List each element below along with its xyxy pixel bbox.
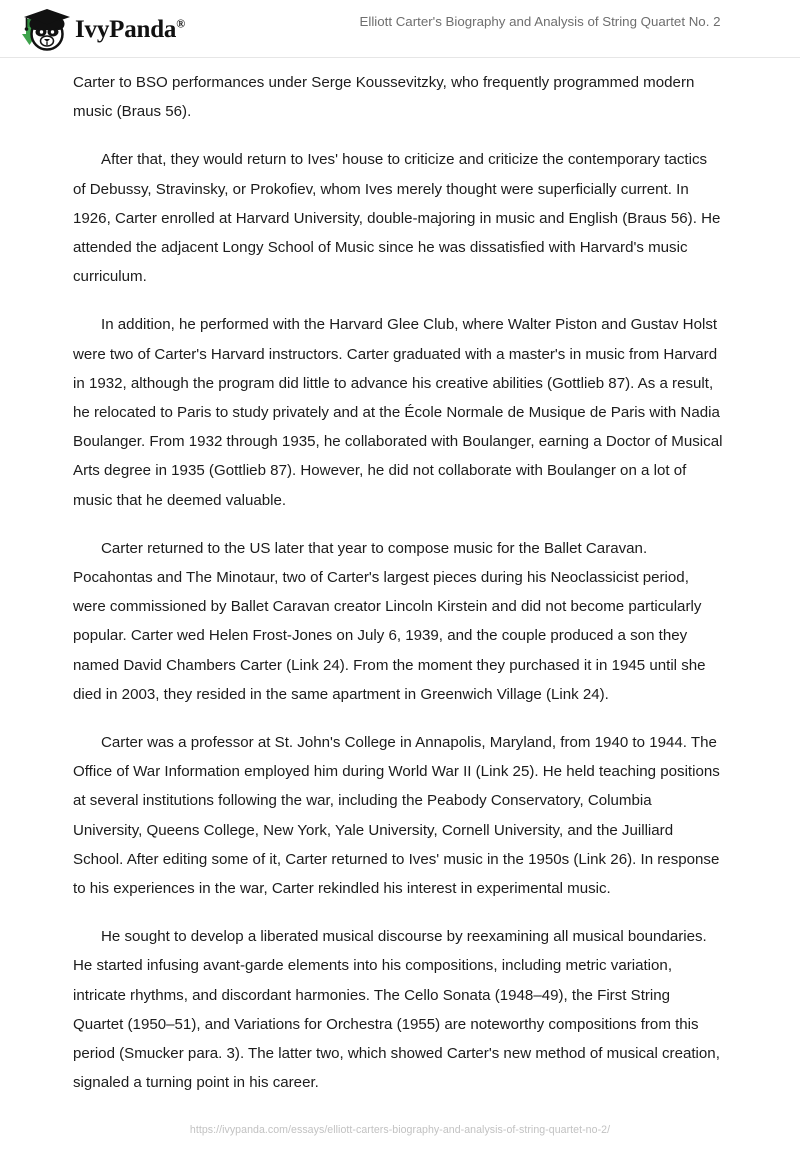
page-title: Elliott Carter's Biography and Analysis of String Quartet No. 2 (359, 14, 721, 29)
header-divider (0, 57, 800, 58)
body-paragraph: He sought to develop a liberated musical discourse by reexamining all musical boundaries. He started infusing avant-garde elements into his compositions, including metric variation, intricate rhythms, and discordant harmonies. The Cello Sonata (1948–49), the First String Quartet (1950–51), and Variations for Orchestra (1955) are noteworthy compositions from this period (Smucker para. 3). The latter two, which showed Carter's new method of musical creation, signaled a turning point in his career. (73, 928, 720, 1092)
body-paragraph: Carter to BSO performances under Serge Koussevitzky, who frequently programmed modern music (Braus 56). (73, 74, 695, 121)
page-footer (0, 1120, 800, 1138)
body-paragraph: After that, they would return to Ives' house to criticize and criticize the contemporary tactics of Debussy, Stravinsky, or Prokofiev, whom Ives merely thought were superficially current. In 1926, Carter enrolled at Harvard University, double-majoring in music and English (Braus 56). He attended the adjacent Longy School of Music since he was dissatisfied with Harvard's music curriculum. (73, 151, 721, 286)
body-paragraph: Carter returned to the US later that year to compose music for the Ballet Caravan. Pocahontas and The Minotaur, two of Carter's largest pieces during his Neoclassicist period, were commissioned by Ballet Caravan creator Lincoln Kirstein and did not become particularly popular. Carter wed Helen Frost-Jones on July 6, 1939, and the couple produced a son they named David Chambers Carter (Link 24). From the moment they purchased it in 1945 until she died in 2003, they resided in the same apartment in Greenwich Village (Link 24). (73, 539, 706, 703)
document-body (73, 68, 723, 1117)
registered-trademark-icon: ® (176, 16, 185, 31)
panda-graduate-logo-icon (18, 6, 70, 52)
brand-name-text: IvyPanda (75, 15, 177, 43)
page-header (0, 0, 800, 57)
ivypanda-logo[interactable] (18, 6, 185, 52)
source-url[interactable]: https://ivypanda.com/essays/elliott-carters-biography-and-analysis-of-string-quartet-no-2/ (189, 1124, 611, 1136)
brand-name (75, 17, 185, 42)
body-paragraph: In addition, he performed with the Harvard Glee Club, where Walter Piston and Gustav Holst were two of Carter's Harvard instructors. Carter graduated with a master's in music from Harvard in 1932, although the program did little to advance his creative abilities (Gottlieb 87). As a result, he relocated to Paris to study privately and at the École Normale de Musique de Paris with Nadia Boulanger. From 1932 through 1935, he collaborated with Boulanger, earning a Doctor of Musical Arts degree in 1935 (Gottlieb 87). However, he did not collaborate with Boulanger on a lot of music that he deemed valuable. (73, 316, 723, 509)
body-paragraph: Carter was a professor at St. John's College in Annapolis, Maryland, from 1940 to 1944. The Office of War Information employed him during World War II (Link 25). He held teaching positions at several institutions following the war, including the Peabody Conservatory, Columbia University, Queens College, New York, Yale University, Cornell University, and the Juilliard School. After editing some of it, Carter returned to Ives' music in the 1950s (Link 26). In response to his experiences in the war, Carter rekindled his interest in experimental music. (73, 734, 720, 898)
